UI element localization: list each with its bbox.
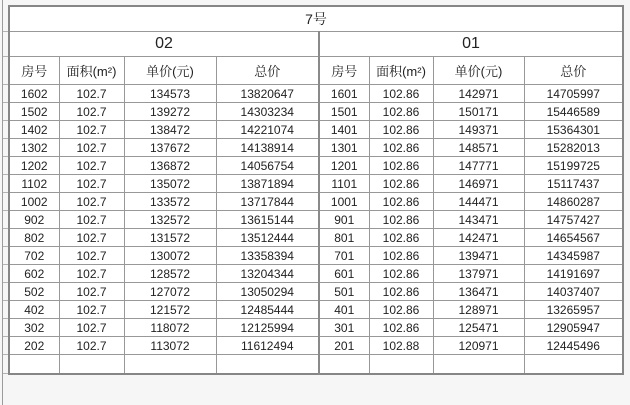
column-header-room: 房号 [9, 57, 59, 85]
column-header-area: 面积(m²) [59, 57, 124, 85]
unit-price-cell: 131572 [124, 229, 216, 247]
area-cell: 102.7 [59, 157, 124, 175]
room-number-cell: 302 [9, 319, 59, 337]
room-number-cell: 1502 [9, 103, 59, 121]
total-price-cell: 13358394 [216, 247, 319, 265]
unit-price-cell: 142971 [433, 85, 524, 103]
table-row [9, 211, 623, 229]
room-number-cell: 701 [319, 247, 369, 265]
gridline-stub [3, 31, 8, 32]
area-cell: 102.7 [59, 265, 124, 283]
unit-price-cell: 118072 [124, 319, 216, 337]
total-price-cell: 11612494 [216, 337, 319, 355]
room-number-cell: 201 [319, 337, 369, 355]
unit-price-cell: 146971 [433, 175, 524, 193]
gridline-stub [3, 336, 8, 337]
building-title: 7号 [9, 6, 623, 32]
gridline-stub [3, 282, 8, 283]
area-cell: 102.86 [369, 85, 433, 103]
total-price-cell: 14345987 [524, 247, 623, 265]
room-number-cell: 1302 [9, 139, 59, 157]
total-price-cell: 13820647 [216, 85, 319, 103]
unit-price-cell: 121572 [124, 301, 216, 319]
table-row [9, 103, 623, 121]
unit-price-cell: 128971 [433, 301, 524, 319]
room-number-cell: 801 [319, 229, 369, 247]
unit-price-cell: 133572 [124, 193, 216, 211]
table-row [9, 85, 623, 103]
room-number-cell: 702 [9, 247, 59, 265]
area-cell: 102.7 [59, 301, 124, 319]
table-row [9, 265, 623, 283]
empty-cell [59, 355, 124, 375]
room-number-cell: 1102 [9, 175, 59, 193]
area-cell: 102.86 [369, 283, 433, 301]
room-number-cell: 1002 [9, 193, 59, 211]
unit-row [9, 32, 623, 57]
unit-price-cell: 142471 [433, 229, 524, 247]
table-row [9, 121, 623, 139]
unit-price-cell: 136471 [433, 283, 524, 301]
unit-price-cell: 127072 [124, 283, 216, 301]
total-price-cell: 14860287 [524, 193, 623, 211]
room-number-cell: 202 [9, 337, 59, 355]
empty-cell [433, 355, 524, 375]
room-number-cell: 602 [9, 265, 59, 283]
column-header-unit-price: 单价(元) [124, 57, 216, 85]
total-price-cell: 14654567 [524, 229, 623, 247]
total-price-cell: 15117437 [524, 175, 623, 193]
total-price-cell: 12485444 [216, 301, 319, 319]
empty-cell [319, 355, 369, 375]
unit-price-cell: 139272 [124, 103, 216, 121]
area-cell: 102.86 [369, 301, 433, 319]
gridline-stub [3, 156, 8, 157]
gridline-stub [3, 84, 8, 85]
area-cell: 102.86 [369, 319, 433, 337]
gridline-stub [3, 102, 8, 103]
area-cell: 102.86 [369, 121, 433, 139]
table-row [9, 139, 623, 157]
area-cell: 102.86 [369, 265, 433, 283]
gridline-stub [3, 138, 8, 139]
total-price-cell: 14037407 [524, 283, 623, 301]
unit-price-cell: 137971 [433, 265, 524, 283]
total-price-cell: 14303234 [216, 103, 319, 121]
empty-cell [369, 355, 433, 375]
area-cell: 102.86 [369, 157, 433, 175]
unit-price-cell: 147771 [433, 157, 524, 175]
total-price-cell: 13512444 [216, 229, 319, 247]
area-cell: 102.86 [369, 229, 433, 247]
table-row [9, 301, 623, 319]
total-price-cell: 14056754 [216, 157, 319, 175]
area-cell: 102.7 [59, 283, 124, 301]
total-price-cell: 13871894 [216, 175, 319, 193]
empty-cell [216, 355, 319, 375]
room-number-cell: 501 [319, 283, 369, 301]
room-number-cell: 401 [319, 301, 369, 319]
column-header-area: 面积(m²) [369, 57, 433, 85]
table-row [9, 229, 623, 247]
unit-price-cell: 125471 [433, 319, 524, 337]
table-row [9, 247, 623, 265]
area-cell: 102.7 [59, 103, 124, 121]
unit-price-cell: 143471 [433, 211, 524, 229]
total-price-cell: 13265957 [524, 301, 623, 319]
area-cell: 102.7 [59, 85, 124, 103]
total-price-cell: 14138914 [216, 139, 319, 157]
area-cell: 102.7 [59, 175, 124, 193]
gridline-stub [3, 120, 8, 121]
empty-cell [524, 355, 623, 375]
unit-price-cell: 130072 [124, 247, 216, 265]
unit-price-cell: 137672 [124, 139, 216, 157]
area-cell: 102.7 [59, 139, 124, 157]
gridline-stub [3, 300, 8, 301]
unit-label-02: 02 [9, 32, 319, 57]
gridline-stub [3, 318, 8, 319]
total-price-cell: 12125994 [216, 319, 319, 337]
total-price-cell: 15199725 [524, 157, 623, 175]
unit-price-cell: 120971 [433, 337, 524, 355]
unit-label-01: 01 [319, 32, 623, 57]
area-cell: 102.7 [59, 247, 124, 265]
room-number-cell: 1401 [319, 121, 369, 139]
room-number-cell: 1602 [9, 85, 59, 103]
room-number-cell: 1001 [319, 193, 369, 211]
empty-cell [9, 355, 59, 375]
room-number-cell: 902 [9, 211, 59, 229]
total-price-cell: 15364301 [524, 121, 623, 139]
unit-price-cell: 136872 [124, 157, 216, 175]
area-cell: 102.86 [369, 175, 433, 193]
room-number-cell: 301 [319, 319, 369, 337]
unit-price-cell: 132572 [124, 211, 216, 229]
room-number-cell: 502 [9, 283, 59, 301]
total-price-cell: 14705997 [524, 85, 623, 103]
total-price-cell: 14757427 [524, 211, 623, 229]
column-header-total: 总价 [216, 57, 319, 85]
total-price-cell: 14191697 [524, 265, 623, 283]
room-number-cell: 1301 [319, 139, 369, 157]
total-price-cell: 13717844 [216, 193, 319, 211]
unit-price-cell: 135072 [124, 175, 216, 193]
room-number-cell: 1601 [319, 85, 369, 103]
unit-price-cell: 148571 [433, 139, 524, 157]
column-header-total: 总价 [524, 57, 623, 85]
area-cell: 102.7 [59, 337, 124, 355]
room-number-cell: 901 [319, 211, 369, 229]
area-cell: 102.7 [59, 211, 124, 229]
total-price-cell: 13204344 [216, 265, 319, 283]
column-header-row [9, 57, 623, 85]
gridline-stub [3, 373, 8, 374]
price-table [8, 5, 624, 375]
room-number-cell: 1501 [319, 103, 369, 121]
unit-price-cell: 113072 [124, 337, 216, 355]
table-row [9, 337, 623, 355]
table-row [9, 283, 623, 301]
total-price-cell: 13050294 [216, 283, 319, 301]
column-header-unit-price: 单价(元) [433, 57, 524, 85]
area-cell: 102.86 [369, 103, 433, 121]
gridline-stub [3, 210, 8, 211]
unit-price-cell: 144471 [433, 193, 524, 211]
unit-price-cell: 150171 [433, 103, 524, 121]
table-data-rows [9, 85, 623, 355]
gridline-stub [3, 192, 8, 193]
area-cell: 102.86 [369, 247, 433, 265]
table-row [9, 175, 623, 193]
table-row [9, 157, 623, 175]
room-number-cell: 1101 [319, 175, 369, 193]
gridline-stub [3, 56, 8, 57]
area-cell: 102.86 [369, 193, 433, 211]
room-number-cell: 1402 [9, 121, 59, 139]
unit-price-cell: 149371 [433, 121, 524, 139]
spreadsheet-gridline-vertical [2, 0, 3, 405]
gridline-stub [3, 174, 8, 175]
area-cell: 102.7 [59, 121, 124, 139]
total-price-cell: 15282013 [524, 139, 623, 157]
unit-price-cell: 139471 [433, 247, 524, 265]
gridline-stub [3, 264, 8, 265]
room-number-cell: 1201 [319, 157, 369, 175]
total-price-cell: 15446589 [524, 103, 623, 121]
column-header-room: 房号 [319, 57, 369, 85]
room-number-cell: 601 [319, 265, 369, 283]
area-cell: 102.88 [369, 337, 433, 355]
room-number-cell: 1202 [9, 157, 59, 175]
total-price-cell: 14221074 [216, 121, 319, 139]
empty-row [9, 355, 623, 375]
table-tail-rows [9, 355, 623, 375]
title-row [9, 6, 623, 32]
room-number-cell: 802 [9, 229, 59, 247]
table-row [9, 319, 623, 337]
area-cell: 102.86 [369, 211, 433, 229]
unit-price-cell: 134573 [124, 85, 216, 103]
total-price-cell: 13615144 [216, 211, 319, 229]
area-cell: 102.7 [59, 229, 124, 247]
gridline-stub [3, 228, 8, 229]
table-row [9, 193, 623, 211]
area-cell: 102.7 [59, 319, 124, 337]
gridline-stub [3, 354, 8, 355]
table-head-rows [9, 6, 623, 85]
empty-cell [124, 355, 216, 375]
total-price-cell: 12445496 [524, 337, 623, 355]
area-cell: 102.7 [59, 193, 124, 211]
unit-price-cell: 138472 [124, 121, 216, 139]
room-number-cell: 402 [9, 301, 59, 319]
unit-price-cell: 128572 [124, 265, 216, 283]
total-price-cell: 12905947 [524, 319, 623, 337]
gridline-stub [3, 246, 8, 247]
area-cell: 102.86 [369, 139, 433, 157]
